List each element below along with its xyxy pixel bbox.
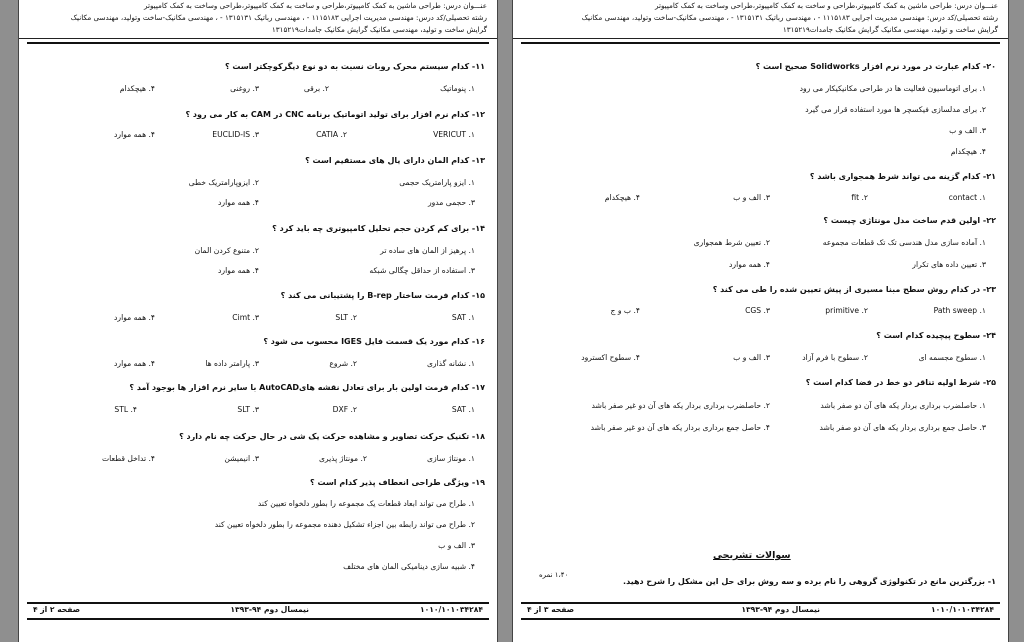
option: ۳. پارامتر داده ها — [205, 359, 259, 368]
option: ۴. هیچکدام — [950, 147, 986, 156]
course-title: عنـــوان درس: طراحی ماشین به کمک کامپیوتر،طراحی و ساخت به کمک کامپیوتر،طراحی وساخت به کمک کامپیوتر — [144, 1, 487, 10]
option: ۲. حاصلضرب برداری بردار یکه های آن دو غیر صفر باشد — [591, 401, 770, 410]
option: ۲. طراح می تواند رابطه بین اجزاء تشکیل دهنده مجموعه را بطور دلخواه تعیین کند — [214, 520, 475, 529]
option: ۴. سطوح اکسترود — [581, 353, 640, 362]
option: ۱. Path sweep — [933, 306, 986, 315]
question-18: ۱۸- تکنیک حرکت تصاویر و مشاهده حرکت یک شی در حال حرکت چه نام دارد ؟ — [179, 432, 485, 441]
exam-page-2 — [18, 0, 498, 642]
option: ۴. STL — [114, 405, 137, 414]
option: ۴. شبیه سازی دینامیکی المان های مختلف — [343, 562, 475, 571]
option: ۴. هیچکدام — [119, 84, 155, 93]
option: ۱. SAT — [451, 313, 475, 322]
option: ۳. تعیین داده های تکرار — [912, 260, 986, 269]
course-specialty: گرایش ساخت و تولید، مهندسی مکانیک گرایش مکانیک جامدات۱۳۱۵۲۱۹ — [271, 25, 487, 34]
question-16: ۱۶- کدام مورد یک قسمت فایل IGES محسوب می شود ؟ — [263, 337, 485, 346]
option: ۳. استفاده از حداقل چگالی شبکه — [369, 266, 475, 275]
section-title: سوالات تشریحی — [713, 550, 791, 561]
option: ۳. الف و ب — [733, 193, 770, 202]
question-23: ۲۳- در کدام روش سطح مبنا مسیری از پیش تعیین شده را طی می کند ؟ — [712, 285, 996, 294]
option: ۴. ب و ج — [610, 306, 640, 315]
option: ۲. DXF — [332, 405, 357, 414]
option: ۱. مونتاژ سازی — [427, 454, 475, 463]
option: ۱. contact — [948, 193, 986, 202]
option: ۱. پنوماتیک — [440, 84, 475, 93]
option: ۴. همه موارد — [218, 198, 259, 207]
course-codes: رشته تحصیلی/کد درس: مهندسی مدیریت اجرایی ۱۱۱۵۱۸۳ - ، مهندسی رباتیک ۱۳۱۵۱۳۱ - ، مهندسی مکانیک-ساخت وتولید، مهندسی مکانیک — [581, 13, 998, 22]
option: ۴. حاصل جمع برداری بردار یکه های آن دو غیر صفر باشد — [590, 423, 770, 432]
option: ۲. CATIA — [316, 130, 347, 139]
question-13: ۱۳- کدام المان دارای یال های مستقیم است ؟ — [305, 156, 485, 165]
question-11: ۱۱- کدام سیستم محرک روبات نسبت به دو نوع دیگرکوچکتر است ؟ — [224, 62, 485, 71]
question-14: ۱۴- برای کم کردن حجم تحلیل کامپیوتری چه باید کرد ؟ — [272, 224, 485, 233]
option: ۱. طراح می تواند ابعاد قطعات یک مجموعه را بطور دلخواه تعیین کند — [257, 499, 475, 508]
option: ۲. متنوع کردن المان — [194, 246, 259, 255]
option: ۲. سطوح با فرم آزاد — [802, 353, 868, 362]
option: ۳. الف و ب — [733, 353, 770, 362]
question-21: ۲۱- کدام گزینه می تواند شرط همجواری باشد ؟ — [809, 172, 996, 181]
exam-code: ۱۰۱۰/۱۰۱۰۳۴۲۸۴ — [930, 605, 994, 614]
exam-page-3 — [512, 0, 1009, 642]
page-footer — [521, 602, 1000, 620]
option: ۱. سطوح مجسمه ای — [918, 353, 986, 362]
score-label: ۱،۴۰ نمره — [539, 571, 569, 579]
option: ۱. آماده سازی مدل هندسی تک تک قطعات مجموعه — [822, 238, 986, 247]
option: ۱. پرهیز از المان های ساده تر — [380, 246, 475, 255]
question-15: ۱۵- کدام فرمت ساختار B-rep را پشتیبانی می کند ؟ — [280, 291, 485, 300]
page-header — [19, 0, 497, 39]
question-24: ۲۴- سطوح پیچیده کدام است ؟ — [876, 331, 996, 340]
option: ۱. نشانه گذاری — [426, 359, 475, 368]
option: ۱. VERICUT — [433, 130, 475, 139]
option: ۳. CGS — [745, 306, 770, 315]
option: ۳. Cimt — [232, 313, 259, 322]
option: ۲. مونتاژ پذیری — [318, 454, 367, 463]
question-22: ۲۲- اولین قدم ساخت مدل مونتاژی چیست ؟ — [823, 216, 996, 225]
option: ۲. primitive — [825, 306, 868, 315]
question-20: ۲۰- کدام عبارت در مورد نرم افزار Solidworks صحیح است ؟ — [755, 62, 996, 71]
option: ۳. حجمی مدور — [427, 198, 475, 207]
option: ۴. همه موارد — [218, 266, 259, 275]
option: ۳. انیمیشن — [224, 454, 259, 463]
option: ۲. fit — [851, 193, 868, 202]
page-number: صفحه ۲ از ۴ — [33, 605, 81, 614]
course-codes: رشته تحصیلی/کد درس: مهندسی مدیریت اجرایی ۱۱۱۵۱۸۳ - ، مهندسی رباتیک ۱۳۱۵۱۳۱ - ، مهندسی مکانیک-ساخت وتولید، مهندسی مکانیک — [70, 13, 487, 22]
option: ۲. SLT — [335, 313, 357, 322]
course-specialty: گرایش ساخت و تولید، مهندسی مکانیک گرایش مکانیک جامدات۱۳۱۵۲۱۹ — [782, 25, 998, 34]
question-12: ۱۲- کدام نرم افزار برای تولید اتوماتیک برنامه CNC در CAM به کار می رود ؟ — [185, 110, 485, 119]
option: ۴. تداخل قطعات — [102, 454, 155, 463]
option: ۳. حاصل جمع برداری بردار یکه های آن دو صفر باشد — [819, 423, 986, 432]
option: ۴. همه موارد — [729, 260, 770, 269]
exam-code: ۱۰۱۰/۱۰۱۰۳۴۲۸۴ — [419, 605, 483, 614]
essay-question-1: ۱- بزرگترین مانع در تکنولوژی گروهی را نام برده و سه روش برای حل این مشکل را شرح دهید. — [623, 577, 996, 586]
option: ۳. الف و ب — [438, 541, 475, 550]
option: ۱. SAT — [451, 405, 475, 414]
option: ۳. SLT — [237, 405, 259, 414]
page-number: صفحه ۳ از ۴ — [527, 605, 575, 614]
option: ۳. EUCLID-IS — [212, 130, 259, 139]
option: ۱. ایزو پارامتریک حجمی — [399, 178, 475, 187]
question-25: ۲۵- شرط اولیه تناقر دو خط در فضا کدام است ؟ — [805, 378, 996, 387]
question-19: ۱۹- ویژگی طراحی انعطاف پذیر کدام است ؟ — [310, 478, 485, 487]
question-17: ۱۷- کدام فرمت اولین بار برای تعادل نقشه هایAutoCAD با سایر نرم افزار ها بوجود آمد ؟ — [129, 383, 485, 392]
option: ۴. همه موارد — [114, 130, 155, 139]
option: ۱. حاصلضرب برداری بردار یکه های آن دو صفر باشد — [820, 401, 986, 410]
option: ۴. همه موارد — [114, 313, 155, 322]
header-rule — [27, 39, 489, 44]
option: ۲. تعیین شرط همجواری — [693, 238, 770, 247]
term-label: نیمسال دوم ۹۴-۱۳۹۳ — [230, 605, 309, 614]
option: ۲. برای مدلسازی فیکسچر ها مورد استفاده قرار می گیرد — [805, 105, 986, 114]
option: ۴. همه موارد — [114, 359, 155, 368]
header-rule — [521, 39, 1000, 44]
option: ۳. الف و ب — [949, 126, 986, 135]
option: ۲. ایزوپارامتریک خطی — [188, 178, 259, 187]
option: ۲. برقی — [303, 84, 329, 93]
option: ۳. روغنی — [230, 84, 259, 93]
option: ۱. برای اتوماسیون فعالیت ها در طراحی مکانیکیکار می رود — [799, 84, 986, 93]
option: ۴. هیچکدام — [604, 193, 640, 202]
term-label: نیمسال دوم ۹۴-۱۳۹۳ — [741, 605, 820, 614]
course-title: عنـــوان درس: طراحی ماشین به کمک کامپیوتر،طراحی و ساخت به کمک کامپیوتر،طراحی وساخت به کمک کامپیوتر — [655, 1, 998, 10]
option: ۲. شروع — [329, 359, 357, 368]
page-footer — [27, 602, 489, 620]
page-header — [513, 0, 1008, 39]
